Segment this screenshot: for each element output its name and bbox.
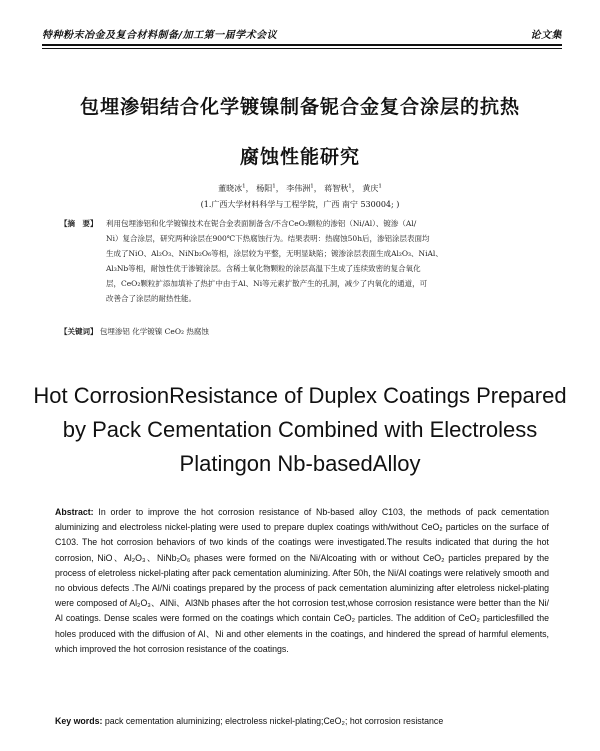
header-section-label: 论文集	[530, 30, 562, 41]
cn-keywords	[60, 326, 209, 337]
en-abstract-label: Abstract:	[55, 507, 94, 517]
cn-title-line-1: 包埋渗铝结合化学镀镍制备铌合金复合涂层的抗热	[79, 96, 520, 118]
running-header	[42, 26, 562, 41]
cn-abstract-line: 改善合了涂层的耐热性能。	[106, 294, 196, 303]
en-abstract-text: In order to improve the hot corrosion resistance of Nb-based alloy C103, the methods of pack cementation aluminizing and electroless nickel-plating were used to prepare duplex coatings with/without CeO₂ particles on the surface of C103. The hot corrosion behaviors of two kinds of the coatings were investigated.The results indicated that during the hot corrosion, NiO、Al₂O₃、NiNb₂O₆ phases were formed on the Ni/Alcoating with or without CeO₂ particles prepared by the process of eletroless nickel-plating after pack cementation aluminizing. After 50h, the Ni/Al coatings were relatively smooth and no obvious defects .The Al/Ni coatings prepared by the process of pack cementation aluminizing after eletroless nickel-plating were composed of Al₂O₃、AlNi、Al3Nb phases after the hot corrosion test,whose corrosion resistance were better than the Ni/ Al coatings. Dense scales were formed on the coatings which contain CeO₂ particles. The addition of CeO₂ particlesfilled the holes produced with the diffusion of Al、Ni and other elements in the coatings, and hindered the spread of harmful elements, which improved the hot corrosion resistance of the coatings.	[55, 507, 550, 654]
cn-title-line-2: 腐蚀性能研究	[239, 146, 360, 168]
en-title-line-3: Platingon Nb-basedAlloy	[179, 451, 421, 476]
cn-keywords-text: 包埋渗铝 化学镀镍 CeO₂ 热腐蚀	[99, 327, 209, 336]
cn-keywords-label: 【关键词】	[60, 327, 98, 336]
cn-author: 杨阳$^1$	[256, 183, 276, 193]
cn-abstract-line: 生成了NiO、Al₂O₃、NiNb₂O₆等相，涂层较为平整，无明显缺陷；镀渗涂层表面生成Al₂O₃、NiAl、	[106, 249, 443, 258]
cn-abstract-line: Ni）复合涂层，研究两种涂层在900℃下热腐蚀行为。结果表明：热腐蚀50h后，渗铝涂层表面均	[106, 234, 430, 243]
en-keywords	[55, 716, 549, 726]
cn-affiliation: (1.广西大学材料科学与工程学院，广西 南宁 530004; )	[200, 200, 400, 209]
header-conference-title: 特种粉末冶金及复合材料制备/加工第一届学术会议	[42, 30, 278, 41]
cn-author: 黄庆$^1$	[362, 183, 382, 193]
cn-abstract-line: 利用包埋渗铝和化学镀镍技术在铌合金表面制备含/不含CeO₂颗粒的渗铝（Ni/Al）、镀渗（Al/	[106, 219, 417, 228]
en-abstract	[55, 505, 549, 657]
header-rule-thick	[42, 44, 562, 46]
cn-author: 董晓冰$^1$	[218, 183, 246, 193]
cn-abstract	[60, 216, 540, 306]
en-title	[30, 379, 570, 481]
cn-author: 李伟洲$^1$	[286, 183, 314, 193]
en-keywords-text: pack cementation aluminizing; electroless nickel-plating;CeO₂; hot corrosion resistance	[104, 716, 444, 726]
en-title-line-2: by Pack Cementation Combined with Electroless	[62, 417, 538, 442]
cn-abstract-line: Al₃Nb等相，耐蚀性优于渗镀涂层。含稀土氧化物颗粒的涂层高温下生成了连续致密的复合氧化	[106, 264, 421, 273]
en-keywords-label: Key words:	[55, 716, 103, 726]
cn-authors: 董晓冰$^1$， 杨阳$^1$， 李伟洲$^1$， 蒋智秋$^1$， 黄庆$^1$	[218, 183, 382, 193]
en-title-line-1: Hot CorrosionResistance of Duplex Coatings Prepared	[33, 383, 567, 408]
cn-author: 蒋智秋$^1$	[324, 183, 352, 193]
cn-abstract-body	[60, 216, 540, 306]
cn-abstract-line: 层，CeO₂颗粒扩添加填补了热扩中由于Al、Ni等元素扩散产生的孔洞，减少了内氧化的通道，可	[106, 279, 428, 288]
cn-abstract-label: 【摘 要】	[60, 219, 98, 228]
header-rule-thin	[42, 48, 562, 49]
